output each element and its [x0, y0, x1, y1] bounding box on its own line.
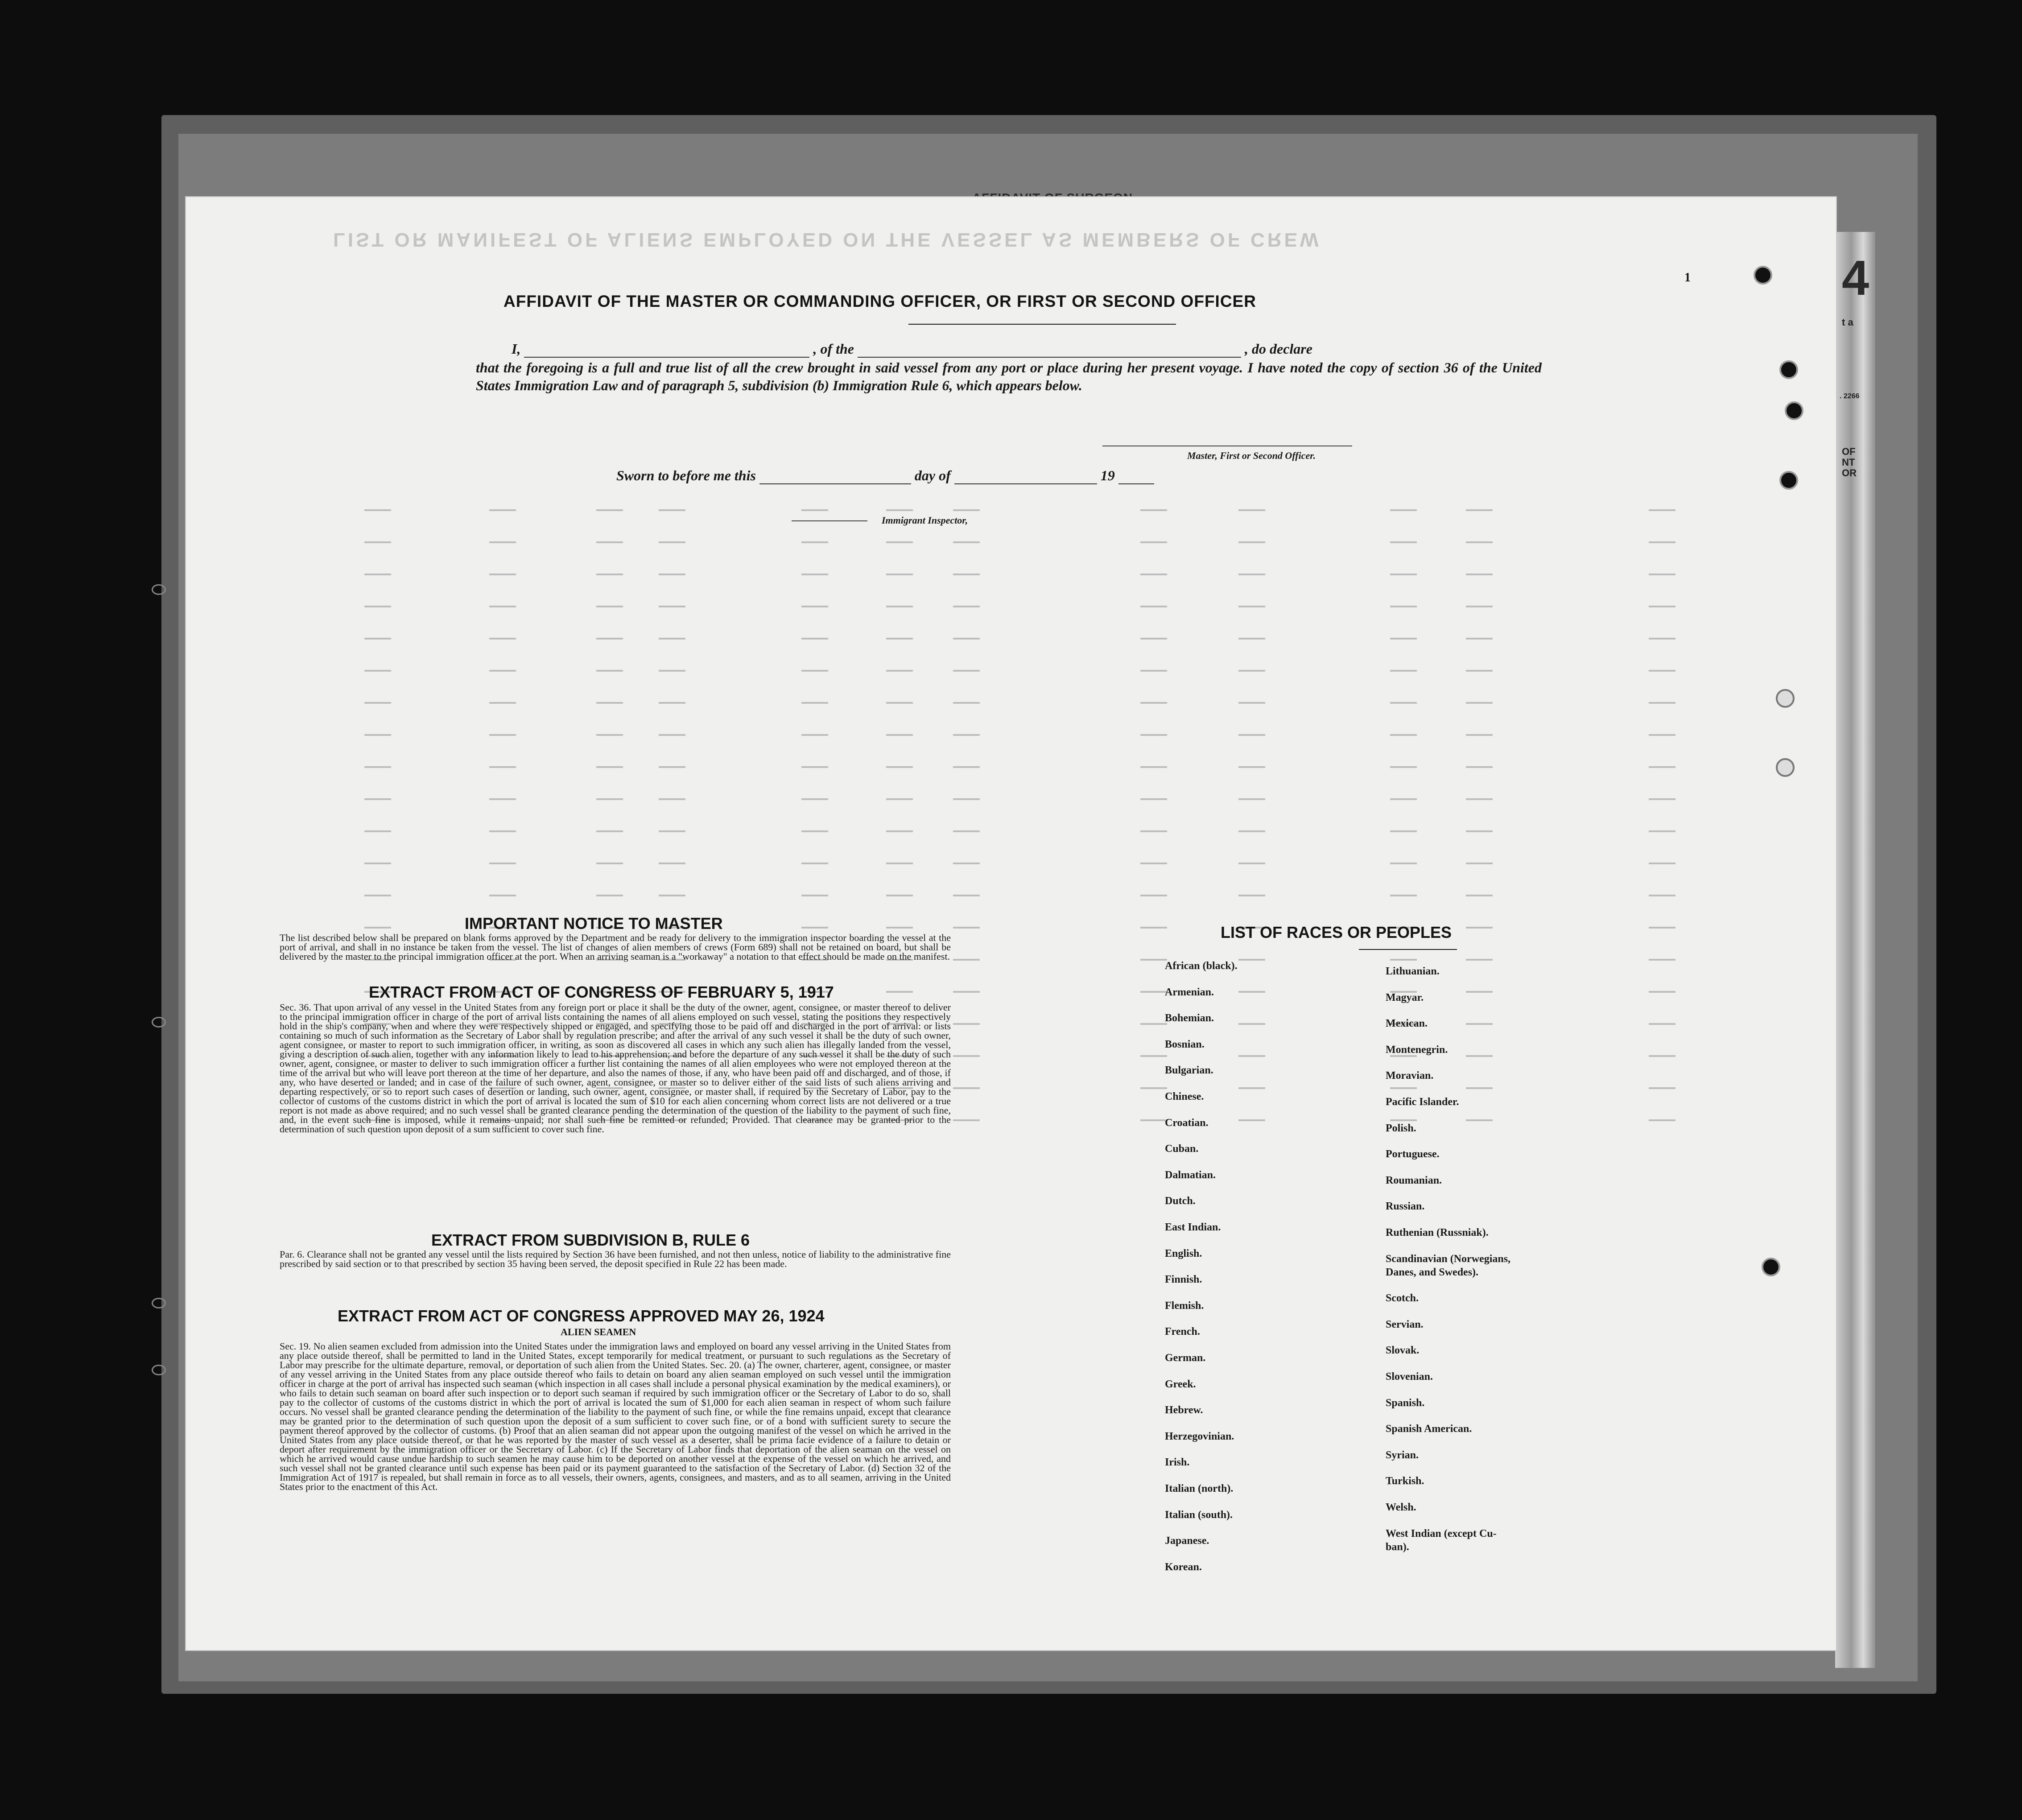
binder-hole	[1762, 1258, 1780, 1276]
bleed-dash	[886, 863, 913, 864]
bleed-dash	[1390, 766, 1417, 768]
bleed-dash	[489, 574, 516, 575]
sworn-month-field[interactable]	[954, 471, 1097, 484]
bleed-dash	[953, 574, 980, 575]
bleed-dash	[1390, 702, 1417, 704]
bleed-dash	[1649, 1055, 1675, 1057]
extract-1917-title: EXTRACT FROM ACT OF CONGRESS OF FEBRUARY 5, 1917	[369, 983, 834, 1001]
bleed-dash	[886, 638, 913, 640]
bleed-dash	[953, 509, 980, 511]
bleed-dash	[364, 830, 391, 832]
bleed-dash	[1238, 606, 1265, 607]
binder-hole	[1776, 689, 1795, 708]
edge-page-number: 4	[1842, 251, 1869, 305]
sworn-year-field[interactable]	[1118, 471, 1154, 484]
race-item: Chinese.	[1165, 1091, 1204, 1102]
bleed-dash	[1238, 991, 1265, 993]
bleed-dash	[596, 541, 623, 543]
bleed-dash	[1466, 702, 1493, 704]
bleed-dash	[1238, 1087, 1265, 1089]
bleed-dash	[1466, 959, 1493, 961]
bleed-dash	[1390, 670, 1417, 672]
bleed-dash	[1238, 541, 1265, 543]
extract-1924-text: Sec. 19. No alien seamen excluded from admission into the United States under the immigration laws and employed on board any vessel arriving in the United States from any place outside thereof, shall be permitted to land in the United States, except temporarily for medical treatment, or pursuant to such regulations as the Secretary of Labor may prescribe for the ultimate departure, removal, or deportation of such alien from the United States. Sec. 20. (a) The owner, charterer, agent, consignee, or master of any vessel arriving in the United States from any place outside thereof who fails to detain on board any alien seaman employed on such vessel until the immigration officer in charge at the port of arrival has inspected such seaman (which inspection in all cases shall include a personal physical examination by the medical examiners), or who fails to detain such seaman on board after such inspection or to deport such seaman if required by such immigration officer or the Secretary of Labor to do so, shall pay to the collector of customs of the customs district in which the port of arrival is located the sum of $1,000 for each alien seaman in respect of whom such failure occurs. No vessel shall be granted clearance pending the determination of the liability to the payment of such fine, or while the fine remains unpaid, except that clearance may be granted prior to the determination of such question upon the deposit of a sum sufficient to cover such fine, or of a bond with sufficient surety to secure the payment thereof approved by the collector of customs. (b) Proof that an alien seaman did not appear upon the outgoing manifest of the vessel on which he arrived in the United States from any place outside thereof, or that he was reported by the master of such vessel as a deserter, shall be prima facie evidence of a failure to detain or deport after requirement by the immigration officer or the Secretary of Labor. (c) If the Secretary of Labor finds that deportation of the alien seaman on the vessel on which he arrived would cause undue hardship to such seamen he may cause him to be deported on another vessel at the expense of the vessel on which he arrived, and such vessel shall not be granted clearance until such expense has been paid or its payment guaranteed to the satisfaction of the Secretary of Labor. (d) Section 32 of the Immigration Act of 1917 is repealed, but shall remain in force as to all vessels, their owners, agents, consignees, and masters, and as to all seamen, arriving in the United States prior to the enactment of this Act.	[280, 1341, 951, 1492]
bleed-dash	[1140, 959, 1167, 961]
bleed-dash	[801, 702, 828, 704]
sworn-label: Sworn to before me this	[616, 467, 756, 483]
bleed-dash	[1390, 895, 1417, 896]
race-item: East Indian.	[1165, 1222, 1221, 1233]
race-item: Korean.	[1165, 1561, 1202, 1573]
edge-label: . 2266	[1840, 392, 1860, 400]
bleed-through-text: LIST OR MANIFEST OF ALIENS EMPLOYED ON THE VESSEL AS MEMBERS OF CREW	[333, 229, 1321, 251]
bleed-dash	[886, 991, 913, 993]
bleed-dash	[1140, 606, 1167, 607]
binder-hole	[1776, 758, 1795, 777]
bleed-dash	[1390, 863, 1417, 864]
bleed-dash	[659, 574, 685, 575]
race-item: Lithuanian.	[1386, 966, 1440, 977]
race-item: Pacific Islander.	[1386, 1096, 1459, 1108]
race-item: Hebrew.	[1165, 1404, 1203, 1416]
bleed-dash	[886, 670, 913, 672]
bleed-dash	[1140, 541, 1167, 543]
bleed-dash	[801, 509, 828, 511]
bleed-dash	[1390, 959, 1417, 961]
bleed-dash	[1238, 638, 1265, 640]
bleed-dash	[953, 798, 980, 800]
bleed-dash	[596, 863, 623, 864]
race-item: Herzegovinian.	[1165, 1430, 1234, 1442]
bleed-dash	[1140, 1119, 1167, 1121]
bleed-dash	[1390, 798, 1417, 800]
bleed-dash	[1649, 541, 1675, 543]
bleed-dash	[1466, 1087, 1493, 1089]
race-item: Bulgarian.	[1165, 1065, 1213, 1077]
bleed-dash	[953, 638, 980, 640]
binder-hole	[1779, 471, 1798, 490]
bleed-dash	[1649, 670, 1675, 672]
edge-label: OF	[1842, 446, 1856, 457]
bleed-dash	[1390, 509, 1417, 511]
bleed-dash	[1238, 830, 1265, 832]
bleed-dash	[364, 509, 391, 511]
bleed-dash	[364, 927, 391, 929]
bleed-dash	[801, 895, 828, 896]
bleed-dash	[1649, 830, 1675, 832]
bleed-dash	[953, 895, 980, 896]
bleed-dash	[953, 541, 980, 543]
extract-1917-text: Sec. 36. That upon arrival of any vessel in the United States from any foreign port or place it shall be the duty of the owner, agent, consignee, or master thereof to deliver to the principal immigration officer in charge of the port of arrival lists containing the names of all aliens employed on such vessel, stating the positions they respectively hold in the ship's company, when and where they were respectively shipped or engaged, and specifying those to be paid off and discharged in the port of arrival: or lists containing so much of such information as the Secretary of Labor shall by regulation prescribe; and after the arrival of any such vessel it shall be the duty of such owner, agent consignee, or master to report to such immigration officer, in writing, as soon as discovered all cases in which any such alien has illegally landed from the vessel, giving a description of such alien, together with any information likely to lead to his apprehension; and before the departure of any such vessel it shall be the duty of such owner, agent, consignee, or master to deliver to such immigration officer a further list containing the names of all alien employees who were not employed thereon at the time of the arrival but who will leave port thereon at the time of her departure, and also the names of those, if any, who have been paid off and discharged, and of those, if any, who have deserted or landed; and in case of the failure of such owner, agent, consignee, or master so to deliver either of the said lists of such aliens arriving and departing respectively, or so to report such cases of desertion or landing, such owner, agent, consignee, or master shall, if required by the Secretary of Labor, pay to the collector of customs of the customs district in which the port of arrival is located the sum of $10 for each alien concerning whom correct lists are not delivered or a true report is not made as above required; and no such vessel shall be granted clearance pending the determination of the question of the liability to the payment of such fine, and, in the event such fine is imposed, while it remains unpaid; nor shall such fine be remitted or refunded; Provided. That clearance may be granted prior to the determination of such question upon deposit of a sum sufficient to cover such fine.	[280, 1003, 951, 1135]
race-item: Cuban.	[1165, 1143, 1199, 1155]
bleed-dash	[489, 638, 516, 640]
bleed-dash	[596, 895, 623, 896]
race-item: Bohemian.	[1165, 1012, 1214, 1024]
bleed-dash	[1649, 509, 1675, 511]
bleed-dash	[1649, 734, 1675, 736]
bleed-dash	[659, 670, 685, 672]
name-field[interactable]	[524, 344, 809, 358]
race-item: Irish.	[1165, 1457, 1190, 1469]
alien-seamen-subtitle: ALIEN SEAMEN	[561, 1326, 636, 1337]
bleed-dash	[659, 766, 685, 768]
race-item: English.	[1165, 1247, 1202, 1259]
bleed-dash	[1466, 541, 1493, 543]
race-item: Bosnian.	[1165, 1038, 1205, 1050]
race-item: Finnish.	[1165, 1274, 1202, 1286]
bleed-dash	[364, 895, 391, 896]
bleed-dash	[489, 509, 516, 511]
bleed-dash	[801, 927, 828, 929]
bleed-dash	[1238, 702, 1265, 704]
bleed-dash	[801, 798, 828, 800]
race-item: French.	[1165, 1326, 1200, 1338]
binder-hole	[1754, 266, 1772, 285]
bleed-dash	[659, 702, 685, 704]
bleed-dash	[953, 606, 980, 607]
bleed-dash	[489, 895, 516, 896]
bleed-dash	[1238, 798, 1265, 800]
bleed-dash	[1140, 1087, 1167, 1089]
bleed-dash	[1649, 638, 1675, 640]
signature-label: Master, First or Second Officer.	[1187, 450, 1316, 461]
bleed-dash	[1466, 574, 1493, 575]
bleed-dash	[1649, 991, 1675, 993]
bleed-dash	[886, 734, 913, 736]
race-item: Turkish.	[1386, 1475, 1424, 1487]
bleed-dash	[1390, 1087, 1417, 1089]
race-item: Scotch.	[1386, 1292, 1419, 1304]
bleed-dash	[801, 670, 828, 672]
bleed-dash	[659, 509, 685, 511]
affidavit-page	[185, 196, 1837, 1651]
declaration-of-the: , of the	[813, 341, 854, 357]
edge-mark	[152, 1365, 166, 1375]
bleed-dash	[1140, 798, 1167, 800]
vessel-field[interactable]	[858, 344, 1241, 358]
race-item: Montenegrin.	[1386, 1044, 1448, 1056]
extract-rule6-text: Par. 6. Clearance shall not be granted any vessel until the lists required by Section 36 have been furnished, and not then unless, notice of liability to the administrative fine prescribed by said section or to that prescribed by section 35 having been served, the deposit specified in Rule 22 has been made.	[280, 1250, 951, 1269]
race-item: Moravian.	[1386, 1070, 1434, 1082]
bleed-dash	[1649, 863, 1675, 864]
bleed-dash	[801, 766, 828, 768]
bleed-dash	[1466, 638, 1493, 640]
race-item: West Indian (except Cu-	[1386, 1527, 1497, 1539]
bleed-dash	[659, 895, 685, 896]
bleed-dash	[1238, 863, 1265, 864]
race-item: Italian (south).	[1165, 1509, 1233, 1521]
bleed-dash	[1140, 670, 1167, 672]
bleed-dash	[1466, 1023, 1493, 1025]
bleed-dash	[1390, 606, 1417, 607]
bleed-dash	[596, 702, 623, 704]
bleed-dash	[953, 1087, 980, 1089]
bleed-dash	[1390, 541, 1417, 543]
page-number: 1	[1684, 271, 1691, 285]
race-item: Danes, and Swedes).	[1386, 1266, 1479, 1278]
bleed-dash	[1140, 1055, 1167, 1057]
bleed-dash	[801, 638, 828, 640]
bleed-dash	[1140, 895, 1167, 896]
edge-label: OR	[1842, 467, 1857, 479]
bleed-dash	[1390, 574, 1417, 575]
race-item: Scandinavian (Norwegians,	[1386, 1253, 1511, 1265]
bleed-dash	[1466, 734, 1493, 736]
important-notice-title: IMPORTANT NOTICE TO MASTER	[465, 914, 723, 933]
bleed-dash	[364, 606, 391, 607]
binder-hole	[1785, 401, 1803, 420]
edge-mark	[152, 584, 166, 595]
bleed-dash	[886, 606, 913, 607]
race-item: Roumanian.	[1386, 1174, 1442, 1186]
race-item: Greek.	[1165, 1378, 1196, 1390]
race-item: Italian (north).	[1165, 1483, 1234, 1494]
bleed-dash	[1238, 734, 1265, 736]
bleed-dash	[1649, 895, 1675, 896]
bleed-dash	[489, 606, 516, 607]
race-item: African (black).	[1165, 960, 1238, 972]
inspector-label: Immigrant Inspector,	[882, 515, 968, 526]
bleed-dash	[659, 606, 685, 607]
sworn-year: 19	[1100, 467, 1115, 483]
bleed-dash	[489, 541, 516, 543]
bleed-dash	[953, 670, 980, 672]
bleed-dash	[364, 798, 391, 800]
bleed-dash	[1238, 895, 1265, 896]
bleed-dash	[886, 927, 913, 929]
bleed-dash	[801, 734, 828, 736]
bleed-dash	[801, 863, 828, 864]
edge-mark	[152, 1298, 166, 1308]
bleed-dash	[886, 574, 913, 575]
bleed-dash	[596, 830, 623, 832]
race-item: Spanish American.	[1386, 1423, 1472, 1435]
bleed-dash	[364, 541, 391, 543]
race-item: Servian.	[1386, 1318, 1424, 1330]
bleed-dash	[1390, 1119, 1417, 1121]
race-item: Japanese.	[1165, 1535, 1209, 1547]
race-item: Ruthenian (Russniak).	[1386, 1227, 1489, 1238]
bleed-dash	[953, 766, 980, 768]
bleed-dash	[953, 991, 980, 993]
sworn-day-field[interactable]	[759, 471, 911, 484]
bleed-dash	[1238, 766, 1265, 768]
important-notice-text: The list described below shall be prepared on blank forms approved by the Department and be ready for delivery to the immigration inspector boarding the vessel at the port of arrival, and shall in no instance be taken from the vessel. The list of changes of alien members of crews (Form 689) shall not be retained on board, but shall be delivered by the master to the principal immigration officer at the port. When an arriving seaman is a "workaway" a notation to that effect should be made on the manifest.	[280, 933, 951, 962]
bleed-dash	[364, 734, 391, 736]
declaration-body: that the foregoing is a full and true list of all the crew brought in said vessel from any port or place during her present voyage. I have noted the copy of section 36 of the United States Immigration Law and of paragraph 5, subdivision (b) Immigration Rule 6, which appears below.	[476, 359, 1542, 393]
bleed-dash	[953, 734, 980, 736]
race-item: Welsh.	[1386, 1502, 1416, 1513]
race-item: Spanish.	[1386, 1397, 1425, 1409]
bleed-dash	[1466, 927, 1493, 929]
bleed-dash	[1466, 766, 1493, 768]
bleed-dash	[364, 670, 391, 672]
extract-1924-title: EXTRACT FROM ACT OF CONGRESS APPROVED MAY 26, 1924	[338, 1307, 825, 1325]
bleed-dash	[801, 574, 828, 575]
bleed-dash	[953, 1055, 980, 1057]
races-title-rule	[1359, 949, 1457, 950]
bleed-dash	[1466, 670, 1493, 672]
bleed-dash	[489, 766, 516, 768]
bleed-dash	[1466, 1119, 1493, 1121]
binder-hole	[1779, 360, 1798, 379]
bleed-dash	[1238, 959, 1265, 961]
bleed-dash	[489, 830, 516, 832]
bleed-dash	[1140, 863, 1167, 864]
bleed-dash	[1649, 927, 1675, 929]
bleed-dash	[596, 766, 623, 768]
bleed-dash	[1238, 509, 1265, 511]
bleed-dash	[659, 541, 685, 543]
bleed-dash	[1238, 574, 1265, 575]
bleed-dash	[886, 798, 913, 800]
bleed-dash	[801, 541, 828, 543]
bleed-dash	[659, 638, 685, 640]
bleed-dash	[1390, 734, 1417, 736]
bleed-dash	[1390, 638, 1417, 640]
bleed-dash	[1466, 830, 1493, 832]
bleed-dash	[596, 606, 623, 607]
bleed-dash	[364, 766, 391, 768]
bleed-dash	[489, 798, 516, 800]
bleed-dash	[953, 702, 980, 704]
bleed-dash	[886, 541, 913, 543]
bleed-dash	[886, 766, 913, 768]
bleed-dash	[1140, 702, 1167, 704]
bleed-dash	[1466, 863, 1493, 864]
bleed-dash	[1649, 574, 1675, 575]
title-rule	[908, 324, 1176, 325]
bleed-dash	[1649, 702, 1675, 704]
bleed-dash	[596, 798, 623, 800]
bleed-dash	[1466, 1055, 1493, 1057]
declaration-do-declare: , do declare	[1245, 341, 1312, 357]
bleed-dash	[1140, 638, 1167, 640]
bleed-dash	[1140, 1023, 1167, 1025]
bleed-dash	[1238, 1055, 1265, 1057]
edge-label: NT	[1842, 457, 1855, 468]
bleed-dash	[489, 702, 516, 704]
race-item: Dalmatian.	[1165, 1169, 1216, 1181]
bleed-dash	[1238, 1119, 1265, 1121]
sworn-line	[616, 466, 1241, 484]
bleed-dash	[596, 734, 623, 736]
bleed-dash	[953, 959, 980, 961]
bleed-dash	[596, 509, 623, 511]
bleed-dash	[953, 1119, 980, 1121]
race-item: Armenian.	[1165, 986, 1214, 998]
bleed-dash	[659, 863, 685, 864]
bleed-dash	[953, 863, 980, 864]
bleed-dash	[1649, 1023, 1675, 1025]
bleed-dash	[1140, 509, 1167, 511]
bleed-dash	[1649, 798, 1675, 800]
bleed-dash	[1466, 895, 1493, 896]
bleed-dash	[659, 830, 685, 832]
race-item: Croatian.	[1165, 1117, 1209, 1129]
race-item: Slovenian.	[1386, 1371, 1433, 1383]
bleed-dash	[1649, 1119, 1675, 1121]
bleed-dash	[1140, 991, 1167, 993]
bleed-dash	[364, 863, 391, 864]
races-title: LIST OF RACES OR PEOPLES	[1221, 923, 1452, 941]
bleed-dash	[596, 574, 623, 575]
edge-label: t a	[1842, 317, 1853, 328]
bleed-dash	[953, 830, 980, 832]
sworn-day-of: day of	[914, 467, 951, 483]
declaration-i: I,	[512, 341, 521, 357]
race-item: Magyar.	[1386, 991, 1424, 1003]
bleed-dash	[489, 670, 516, 672]
bleed-dash	[801, 830, 828, 832]
bleed-dash	[1390, 830, 1417, 832]
race-item: Polish.	[1386, 1122, 1416, 1134]
race-item: Slovak.	[1386, 1345, 1420, 1357]
race-item: Flemish.	[1165, 1300, 1204, 1312]
bleed-dash	[1649, 606, 1675, 607]
bleed-dash	[1649, 1087, 1675, 1089]
edge-mark	[152, 1017, 166, 1028]
bleed-dash	[1466, 509, 1493, 511]
bleed-dash	[1649, 959, 1675, 961]
bleed-dash	[364, 702, 391, 704]
race-item: ban).	[1386, 1541, 1409, 1553]
declaration-line	[512, 340, 1546, 358]
race-item: Portuguese.	[1386, 1148, 1440, 1160]
bleed-dash	[1238, 1023, 1265, 1025]
bleed-dash	[1140, 830, 1167, 832]
extract-rule6-title: EXTRACT FROM SUBDIVISION B, RULE 6	[431, 1231, 750, 1249]
bleed-dash	[886, 830, 913, 832]
bleed-dash	[1140, 734, 1167, 736]
race-item: Russian.	[1386, 1201, 1425, 1213]
bleed-dash	[659, 734, 685, 736]
race-item: Syrian.	[1386, 1449, 1419, 1461]
bleed-dash	[886, 895, 913, 896]
bleed-dash	[801, 606, 828, 607]
race-item: Dutch.	[1165, 1195, 1196, 1207]
bleed-dash	[364, 574, 391, 575]
bleed-dash	[886, 509, 913, 511]
bleed-dash	[1238, 670, 1265, 672]
bleed-dash	[1466, 798, 1493, 800]
bleed-dash	[659, 798, 685, 800]
bleed-dash	[596, 670, 623, 672]
bleed-dash	[1466, 606, 1493, 607]
bleed-dash	[886, 702, 913, 704]
bleed-dash	[1140, 927, 1167, 929]
race-item: German.	[1165, 1352, 1206, 1364]
bleed-dash	[1140, 574, 1167, 575]
bleed-dash	[364, 638, 391, 640]
bleed-dash	[953, 927, 980, 929]
affidavit-title: AFFIDAVIT OF THE MASTER OR COMMANDING OFFICER, OR FIRST OR SECOND OFFICER	[503, 292, 1256, 310]
bleed-dash	[1140, 766, 1167, 768]
bleed-dash	[596, 638, 623, 640]
bleed-dash	[1466, 991, 1493, 993]
bleed-dash	[1649, 766, 1675, 768]
bleed-dash	[489, 863, 516, 864]
race-item: Mexican.	[1386, 1018, 1428, 1030]
bleed-dash	[489, 734, 516, 736]
bleed-dash	[953, 1023, 980, 1025]
